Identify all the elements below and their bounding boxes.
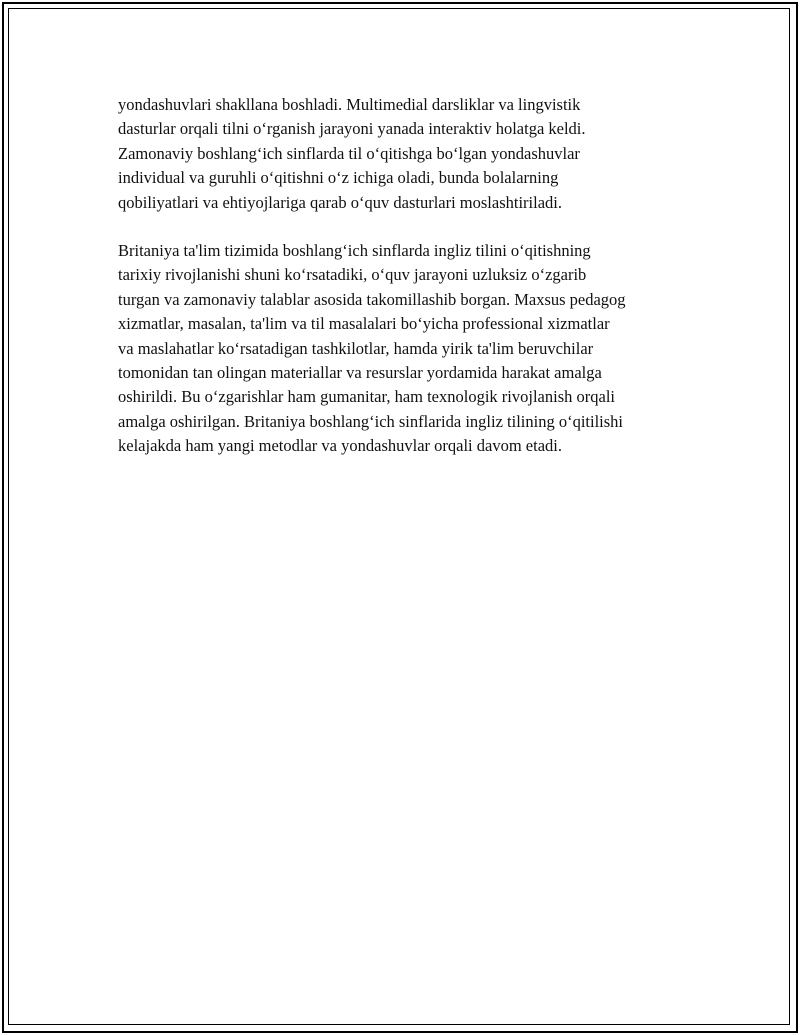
text-line: va maslahatlar ko‘rsatadigan tashkilotlar, hamda yirik ta'lim beruvchilar: [118, 338, 594, 358]
text-line: turgan va zamonaviy talablar asosida takomillashib borgan. Maxsus pedagog: [118, 289, 626, 309]
text-line: qobiliyatlari va ehtiyojlariga qarab o‘quv dasturlari moslashtiriladi.: [118, 192, 563, 212]
paragraph-1: [118, 93, 698, 215]
text-line: amalga oshirilgan. Britaniya boshlang‘ich sinflarida ingliz tilining o‘qitilishi: [118, 411, 623, 431]
text-line: kelajakda ham yangi metodlar va yondashuvlar orqali davom etadi.: [118, 436, 562, 456]
text-line: dasturlar orqali tilni o‘rganish jarayoni yanada interaktiv holatga keldi.: [118, 119, 586, 139]
paragraph-2: [118, 239, 698, 459]
text-line: Zamonaviy boshlang‘ich sinflarda til o‘qitishga bo‘lgan yondashuvlar: [118, 143, 580, 163]
document-body: [118, 93, 698, 483]
text-line: tarixiy rivojlanishi shuni ko‘rsatadiki, o‘quv jarayoni uzluksiz o‘zgarib: [118, 265, 587, 285]
text-line: Britaniya ta'lim tizimida boshlang‘ich sinflarda ingliz tilini o‘qitishning: [118, 241, 591, 261]
text-line: individual va guruhli o‘qitishni o‘z ichiga oladi, bunda bolalarning: [118, 168, 559, 188]
text-line: oshirildi. Bu o‘zgarishlar ham gumanitar, ham texnologik rivojlanish orqali: [118, 387, 615, 407]
text-line: xizmatlar, masalan, ta'lim va til masalalari bo‘yicha professional xizmatlar: [118, 314, 610, 334]
text-line: yondashuvlari shakllana boshladi. Multimedial darsliklar va lingvistik: [118, 95, 581, 114]
text-line: tomonidan tan olingan materiallar va resurslar yordamida harakat amalga: [118, 363, 602, 383]
